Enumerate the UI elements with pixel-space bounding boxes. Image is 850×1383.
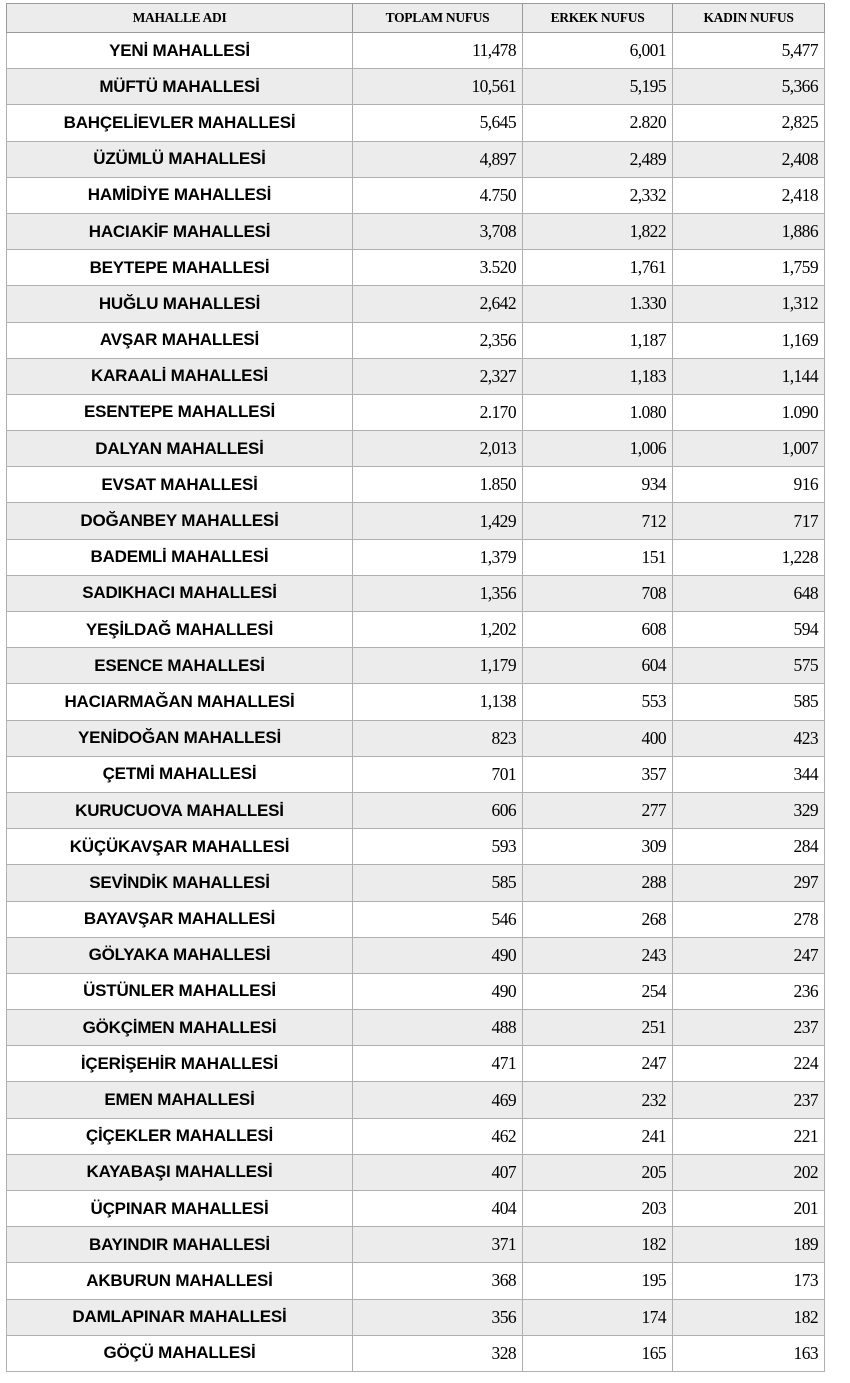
male-population-cell: 6,001: [523, 33, 673, 69]
male-population-cell: 712: [523, 503, 673, 539]
table-row: [7, 792, 825, 828]
female-population-cell: 344: [673, 756, 825, 792]
male-population-cell: 1,187: [523, 322, 673, 358]
total-population-cell: 701: [353, 756, 523, 792]
neighborhood-name-cell: HAMİDİYE MAHALLESİ: [7, 177, 353, 213]
neighborhood-name-cell: AVŞAR MAHALLESİ: [7, 322, 353, 358]
neighborhood-name-cell: HACIARMAĞAN MAHALLESİ: [7, 684, 353, 720]
male-population-cell: 1.330: [523, 286, 673, 322]
male-population-cell: 205: [523, 1154, 673, 1190]
neighborhood-name-cell: ÜZÜMLÜ MAHALLESİ: [7, 141, 353, 177]
female-population-cell: 189: [673, 1227, 825, 1263]
male-population-cell: 165: [523, 1335, 673, 1371]
table-row: [7, 612, 825, 648]
header-total-population: TOPLAM NUFUS: [353, 4, 523, 33]
male-population-cell: 934: [523, 467, 673, 503]
total-population-cell: 823: [353, 720, 523, 756]
total-population-cell: 469: [353, 1082, 523, 1118]
neighborhood-name-cell: ESENCE MAHALLESİ: [7, 648, 353, 684]
neighborhood-name-cell: DAMLAPINAR MAHALLESİ: [7, 1299, 353, 1335]
table-row: [7, 213, 825, 249]
header-male-population: ERKEK NUFUS: [523, 4, 673, 33]
total-population-cell: 1.850: [353, 467, 523, 503]
neighborhood-name-cell: GÖLYAKA MAHALLESİ: [7, 937, 353, 973]
total-population-cell: 4,897: [353, 141, 523, 177]
male-population-cell: 1,761: [523, 250, 673, 286]
male-population-cell: 247: [523, 1046, 673, 1082]
male-population-cell: 151: [523, 539, 673, 575]
female-population-cell: 221: [673, 1118, 825, 1154]
male-population-cell: 174: [523, 1299, 673, 1335]
total-population-cell: 2,642: [353, 286, 523, 322]
male-population-cell: 357: [523, 756, 673, 792]
female-population-cell: 1,007: [673, 431, 825, 467]
total-population-cell: 1,356: [353, 575, 523, 611]
female-population-cell: 423: [673, 720, 825, 756]
total-population-cell: 356: [353, 1299, 523, 1335]
header-neighborhood-name: MAHALLE ADI: [7, 4, 353, 33]
table-row: [7, 322, 825, 358]
table-row: [7, 467, 825, 503]
table-row: [7, 937, 825, 973]
female-population-cell: 1,169: [673, 322, 825, 358]
female-population-cell: 182: [673, 1299, 825, 1335]
total-population-cell: 546: [353, 901, 523, 937]
table-row: [7, 865, 825, 901]
total-population-cell: 11,478: [353, 33, 523, 69]
female-population-cell: 173: [673, 1263, 825, 1299]
neighborhood-name-cell: HACIAKİF MAHALLESİ: [7, 213, 353, 249]
male-population-cell: 243: [523, 937, 673, 973]
male-population-cell: 2,332: [523, 177, 673, 213]
table-row: [7, 575, 825, 611]
neighborhood-name-cell: ESENTEPE MAHALLESİ: [7, 394, 353, 430]
total-population-cell: 471: [353, 1046, 523, 1082]
total-population-cell: 606: [353, 792, 523, 828]
neighborhood-name-cell: İÇERİŞEHİR MAHALLESİ: [7, 1046, 353, 1082]
female-population-cell: 278: [673, 901, 825, 937]
female-population-cell: 247: [673, 937, 825, 973]
table-row: [7, 431, 825, 467]
female-population-cell: 717: [673, 503, 825, 539]
table-row: [7, 720, 825, 756]
table-row: [7, 1154, 825, 1190]
table-row: [7, 1082, 825, 1118]
neighborhood-name-cell: MÜFTÜ MAHALLESİ: [7, 69, 353, 105]
table-row: [7, 1299, 825, 1335]
table-row: [7, 105, 825, 141]
neighborhood-name-cell: YENİ MAHALLESİ: [7, 33, 353, 69]
total-population-cell: 488: [353, 1010, 523, 1046]
male-population-cell: 195: [523, 1263, 673, 1299]
female-population-cell: 201: [673, 1191, 825, 1227]
table-row: [7, 901, 825, 937]
male-population-cell: 309: [523, 829, 673, 865]
female-population-cell: 648: [673, 575, 825, 611]
table-row: [7, 1118, 825, 1154]
male-population-cell: 1.080: [523, 394, 673, 430]
header-row: [7, 4, 825, 33]
neighborhood-name-cell: ÇETMİ MAHALLESİ: [7, 756, 353, 792]
table-row: [7, 1010, 825, 1046]
male-population-cell: 1,006: [523, 431, 673, 467]
neighborhood-name-cell: BAYAVŞAR MAHALLESİ: [7, 901, 353, 937]
female-population-cell: 163: [673, 1335, 825, 1371]
neighborhood-name-cell: DOĞANBEY MAHALLESİ: [7, 503, 353, 539]
neighborhood-name-cell: BAHÇELİEVLER MAHALLESİ: [7, 105, 353, 141]
neighborhood-name-cell: ÇİÇEKLER MAHALLESİ: [7, 1118, 353, 1154]
table-row: [7, 394, 825, 430]
male-population-cell: 277: [523, 792, 673, 828]
neighborhood-name-cell: EVSAT MAHALLESİ: [7, 467, 353, 503]
table-row: [7, 358, 825, 394]
total-population-cell: 593: [353, 829, 523, 865]
female-population-cell: 916: [673, 467, 825, 503]
female-population-cell: 297: [673, 865, 825, 901]
male-population-cell: 1,183: [523, 358, 673, 394]
table-row: [7, 286, 825, 322]
table-row: [7, 1335, 825, 1371]
male-population-cell: 268: [523, 901, 673, 937]
neighborhood-name-cell: DALYAN MAHALLESİ: [7, 431, 353, 467]
male-population-cell: 232: [523, 1082, 673, 1118]
table-row: [7, 539, 825, 575]
female-population-cell: 585: [673, 684, 825, 720]
total-population-cell: 585: [353, 865, 523, 901]
male-population-cell: 608: [523, 612, 673, 648]
female-population-cell: 2,418: [673, 177, 825, 213]
female-population-cell: 594: [673, 612, 825, 648]
total-population-cell: 1,179: [353, 648, 523, 684]
male-population-cell: 254: [523, 973, 673, 1009]
female-population-cell: 1.090: [673, 394, 825, 430]
table-row: [7, 141, 825, 177]
male-population-cell: 604: [523, 648, 673, 684]
female-population-cell: 237: [673, 1082, 825, 1118]
total-population-cell: 2,013: [353, 431, 523, 467]
male-population-cell: 553: [523, 684, 673, 720]
female-population-cell: 284: [673, 829, 825, 865]
female-population-cell: 329: [673, 792, 825, 828]
neighborhood-name-cell: KÜÇÜKAVŞAR MAHALLESİ: [7, 829, 353, 865]
total-population-cell: 5,645: [353, 105, 523, 141]
total-population-cell: 368: [353, 1263, 523, 1299]
table-row: [7, 503, 825, 539]
table-row: [7, 1227, 825, 1263]
female-population-cell: 236: [673, 973, 825, 1009]
total-population-cell: 10,561: [353, 69, 523, 105]
neighborhood-name-cell: BAYINDIR MAHALLESİ: [7, 1227, 353, 1263]
neighborhood-name-cell: KARAALİ MAHALLESİ: [7, 358, 353, 394]
total-population-cell: 462: [353, 1118, 523, 1154]
table-row: [7, 756, 825, 792]
total-population-cell: 1,138: [353, 684, 523, 720]
female-population-cell: 2,825: [673, 105, 825, 141]
total-population-cell: 3,708: [353, 213, 523, 249]
total-population-cell: 4.750: [353, 177, 523, 213]
neighborhood-name-cell: ÜÇPINAR MAHALLESİ: [7, 1191, 353, 1227]
table-row: [7, 33, 825, 69]
neighborhood-name-cell: EMEN MAHALLESİ: [7, 1082, 353, 1118]
table-row: [7, 1263, 825, 1299]
total-population-cell: 1,202: [353, 612, 523, 648]
female-population-cell: 1,886: [673, 213, 825, 249]
neighborhood-name-cell: KAYABAŞI MAHALLESİ: [7, 1154, 353, 1190]
neighborhood-name-cell: AKBURUN MAHALLESİ: [7, 1263, 353, 1299]
total-population-cell: 404: [353, 1191, 523, 1227]
female-population-cell: 575: [673, 648, 825, 684]
table-header: [7, 4, 825, 33]
table-row: [7, 648, 825, 684]
neighborhood-name-cell: YENİDOĞAN MAHALLESİ: [7, 720, 353, 756]
total-population-cell: 371: [353, 1227, 523, 1263]
male-population-cell: 182: [523, 1227, 673, 1263]
male-population-cell: 203: [523, 1191, 673, 1227]
table-row: [7, 829, 825, 865]
table-row: [7, 1191, 825, 1227]
total-population-cell: 1,379: [353, 539, 523, 575]
male-population-cell: 241: [523, 1118, 673, 1154]
total-population-cell: 3.520: [353, 250, 523, 286]
female-population-cell: 2,408: [673, 141, 825, 177]
total-population-cell: 2,327: [353, 358, 523, 394]
female-population-cell: 1,144: [673, 358, 825, 394]
male-population-cell: 2,489: [523, 141, 673, 177]
table-row: [7, 69, 825, 105]
neighborhood-name-cell: KURUCUOVA MAHALLESİ: [7, 792, 353, 828]
male-population-cell: 5,195: [523, 69, 673, 105]
table-row: [7, 684, 825, 720]
male-population-cell: 400: [523, 720, 673, 756]
header-female-population: KADIN NUFUS: [673, 4, 825, 33]
male-population-cell: 251: [523, 1010, 673, 1046]
table-row: [7, 250, 825, 286]
table-row: [7, 1046, 825, 1082]
total-population-cell: 2.170: [353, 394, 523, 430]
table-row: [7, 177, 825, 213]
male-population-cell: 1,822: [523, 213, 673, 249]
female-population-cell: 1,228: [673, 539, 825, 575]
female-population-cell: 1,759: [673, 250, 825, 286]
female-population-cell: 202: [673, 1154, 825, 1190]
male-population-cell: 2.820: [523, 105, 673, 141]
total-population-cell: 407: [353, 1154, 523, 1190]
male-population-cell: 288: [523, 865, 673, 901]
total-population-cell: 1,429: [353, 503, 523, 539]
male-population-cell: 708: [523, 575, 673, 611]
total-population-cell: 490: [353, 937, 523, 973]
table-row: [7, 973, 825, 1009]
table-body: [7, 33, 825, 1372]
neighborhood-name-cell: YEŞİLDAĞ MAHALLESİ: [7, 612, 353, 648]
neighborhood-name-cell: HUĞLU MAHALLESİ: [7, 286, 353, 322]
neighborhood-name-cell: ÜSTÜNLER MAHALLESİ: [7, 973, 353, 1009]
female-population-cell: 1,312: [673, 286, 825, 322]
population-table: [6, 3, 825, 1372]
female-population-cell: 5,366: [673, 69, 825, 105]
neighborhood-name-cell: GÖÇÜ MAHALLESİ: [7, 1335, 353, 1371]
neighborhood-name-cell: SADIKHACI MAHALLESİ: [7, 575, 353, 611]
neighborhood-name-cell: SEVİNDİK MAHALLESİ: [7, 865, 353, 901]
female-population-cell: 237: [673, 1010, 825, 1046]
female-population-cell: 5,477: [673, 33, 825, 69]
neighborhood-name-cell: BADEMLİ MAHALLESİ: [7, 539, 353, 575]
neighborhood-name-cell: BEYTEPE MAHALLESİ: [7, 250, 353, 286]
neighborhood-name-cell: GÖKÇİMEN MAHALLESİ: [7, 1010, 353, 1046]
female-population-cell: 224: [673, 1046, 825, 1082]
total-population-cell: 328: [353, 1335, 523, 1371]
total-population-cell: 2,356: [353, 322, 523, 358]
total-population-cell: 490: [353, 973, 523, 1009]
